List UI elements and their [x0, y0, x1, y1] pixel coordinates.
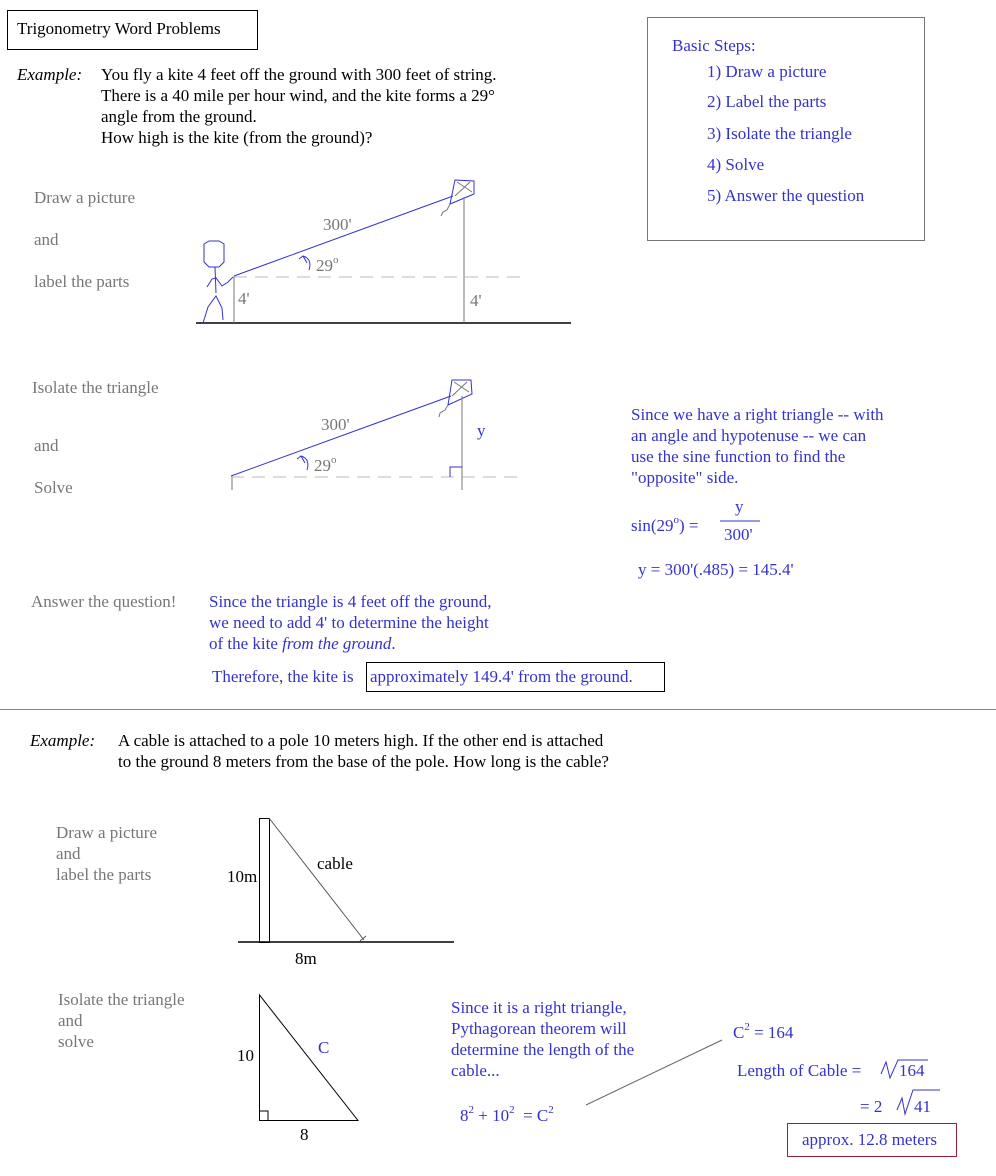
sine-equation: $\sin(29^o)$ =	[631, 514, 699, 535]
explanation-line: use the sine function to find the	[631, 447, 846, 466]
answer-emphasis: from the ground	[282, 634, 392, 653]
example1-line: angle from the ground.	[101, 107, 257, 126]
answer-text: .	[391, 634, 396, 653]
eq-term: C	[733, 1023, 745, 1042]
right-angle-mark	[450, 467, 462, 477]
hyp-label: 300'	[323, 215, 352, 234]
eq-term: = 2	[860, 1097, 883, 1116]
answer-line: we need to add 4' to determine the height	[209, 613, 489, 632]
example1-line: There is a 40 mile per hour wind, and the kite forms a 29°	[101, 86, 495, 105]
answer-boxed: approximately 149.4' from the ground.	[370, 667, 633, 686]
triangle-hyp-label: C	[318, 1038, 330, 1057]
step-label: Draw a picture	[34, 188, 136, 207]
kite-icon	[448, 380, 472, 405]
step-label: Draw a picture	[56, 823, 158, 842]
step-label: and	[34, 230, 59, 249]
fraction-denominator: 300'	[724, 525, 753, 544]
example2-line: to the ground 8 meters from the base of the pole. How long is the cable?	[118, 752, 609, 771]
answer-text: of the kite	[209, 634, 283, 653]
sine-rhs: ) =	[679, 516, 699, 535]
pole-diagram	[238, 818, 454, 943]
eq-term: 8	[460, 1106, 469, 1125]
answer-therefore: Therefore, the kite is	[212, 667, 354, 686]
pythag-line: determine the length of the	[451, 1040, 635, 1059]
example2-label: Example:	[30, 731, 96, 750]
sqrt-value: 164	[899, 1061, 925, 1080]
explanation-line: "opposite" side.	[631, 468, 739, 487]
example1-line: You fly a kite 4 feet off the ground with 300 feet of string.	[101, 65, 497, 84]
eq-term: = C	[523, 1106, 549, 1125]
explanation-line: Since we have a right triangle -- with	[631, 405, 884, 424]
answer-line: Since the triangle is 4 feet off the ground,	[209, 592, 492, 611]
exponent: 2	[468, 1104, 474, 1116]
eq-term: = 164	[754, 1023, 794, 1042]
exponent: 2	[744, 1021, 750, 1033]
step-label: and	[56, 844, 81, 863]
angle-label: 29$^o$	[314, 454, 337, 475]
example1-line: How high is the kite (from the ground)?	[101, 128, 373, 147]
pole-height-label: 10m	[227, 867, 258, 886]
sine-lhs: sin(29	[631, 516, 674, 535]
length-label: Length of Cable =	[737, 1061, 862, 1080]
step-label: Isolate the triangle	[32, 378, 159, 397]
step-item: 2) Label the parts	[707, 92, 827, 111]
step-item: 3) Isolate the triangle	[707, 124, 852, 143]
hyp-label: 300'	[321, 415, 350, 434]
sine-result: y = 300'(.485) = 145.4'	[638, 560, 794, 579]
eq-term: + 10	[478, 1106, 510, 1125]
pythag-line: Pythagorean theorem will	[451, 1019, 627, 1038]
page-title: Trigonometry Word Problems	[17, 19, 221, 38]
angle-value: 29	[314, 456, 331, 475]
angle-label: 29$^o$	[316, 254, 339, 275]
step-item: 5) Answer the question	[707, 186, 865, 205]
triangle-diagram	[259, 995, 358, 1121]
step-label: solve	[58, 1032, 94, 1051]
example1-label: Example:	[17, 65, 83, 84]
answer-line	[209, 633, 396, 654]
stick-figure-icon	[203, 241, 233, 323]
step-label: Answer the question!	[31, 592, 177, 611]
step-label: and	[34, 436, 59, 455]
step-label: label the parts	[56, 865, 152, 884]
step-label: and	[58, 1011, 83, 1030]
cable-label: cable	[317, 854, 353, 873]
exponent: 2	[509, 1104, 515, 1116]
kite-diagram-1	[196, 180, 571, 323]
sqrt-value: 41	[914, 1097, 931, 1116]
final-answer: approx. 12.8 meters	[802, 1130, 938, 1149]
step-label: label the parts	[34, 272, 130, 291]
step-item: 1) Draw a picture	[707, 62, 827, 81]
example2-line: A cable is attached to a pole 10 meters high. If the other end is attached	[118, 731, 604, 750]
exponent: 2	[548, 1104, 554, 1116]
explanation-line: an angle and hypotenuse -- we can	[631, 426, 867, 445]
triangle-base-label: 8	[300, 1125, 309, 1144]
fraction-numerator: y	[735, 497, 744, 516]
pythag-equation	[460, 1100, 554, 1126]
pythag-line: Since it is a right triangle,	[451, 998, 627, 1017]
step-label: Solve	[34, 478, 73, 497]
kite-icon	[450, 180, 474, 204]
basic-steps-heading: Basic Steps:	[672, 36, 756, 55]
opposite-label: y	[477, 421, 486, 440]
pythag-line: cable...	[451, 1061, 500, 1080]
height-label: 4'	[238, 289, 250, 308]
height-label: 4'	[470, 291, 482, 310]
c-squared	[733, 1017, 793, 1043]
step-item: 4) Solve	[707, 155, 765, 174]
step-label: Isolate the triangle	[58, 990, 185, 1009]
base-label: 8m	[295, 949, 317, 968]
angle-value: 29	[316, 256, 333, 275]
triangle-height-label: 10	[237, 1046, 254, 1065]
